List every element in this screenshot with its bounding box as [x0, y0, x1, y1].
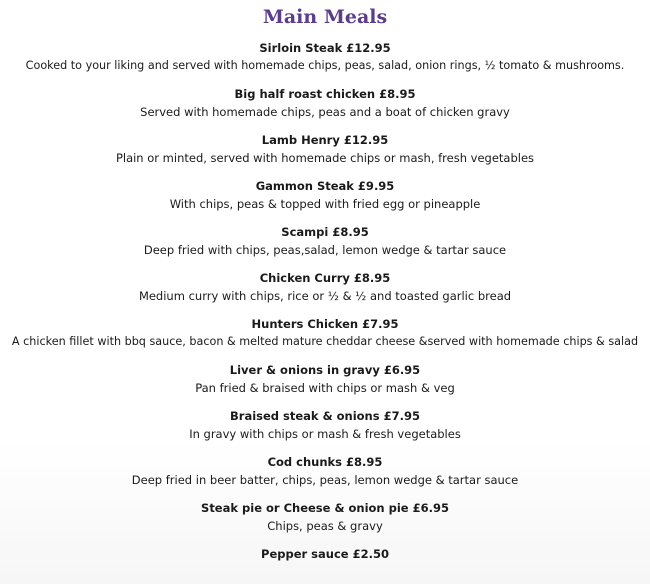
menu-item: [0, 315, 650, 351]
menu-item: [0, 131, 650, 167]
menu-heading: Main Meals: [262, 6, 388, 28]
menu-item-description: A chicken fillet with bbq sauce, bacon & melted mature cheddar cheese &served with homemade chips & salad: [11, 335, 639, 348]
menu-item-name: Steak pie or Cheese & onion pie £6.95: [201, 501, 449, 515]
menu-item-description: Plain or minted, served with homemade chips or mash, fresh vegetables: [115, 151, 535, 165]
menu-item-description: Pan fried & braised with chips or mash & veg: [195, 381, 455, 395]
menu-item-description: Deep fried with chips, peas,salad, lemon wedge & tartar sauce: [143, 243, 507, 257]
menu-item-name: Lamb Henry £12.95: [261, 133, 389, 147]
menu-item-description: Served with homemade chips, peas and a boat of chicken gravy: [140, 105, 510, 119]
menu-item: [0, 269, 650, 305]
menu-item-description: Medium curry with chips, rice or ½ & ½ and toasted garlic bread: [138, 289, 512, 303]
menu-item-name: Big half roast chicken £8.95: [234, 87, 416, 101]
menu-item-name: Pepper sauce £2.50: [261, 547, 389, 561]
menu-item-name: Scampi £8.95: [281, 225, 369, 239]
menu-item-name: Gammon Steak £9.95: [255, 179, 395, 193]
menu-item: [0, 545, 650, 563]
menu-item-description: Cooked to your liking and served with homemade chips, peas, salad, onion rings, ½ tomato & mushrooms.: [25, 59, 625, 72]
menu-item: [0, 453, 650, 489]
menu-item-name: Liver & onions in gravy £6.95: [229, 363, 421, 377]
menu-item-name: Braised steak & onions £7.95: [230, 409, 420, 423]
menu-item: [0, 499, 650, 535]
menu-item-description: Chips, peas & gravy: [267, 519, 383, 533]
menu-item-description: Deep fried in beer batter, chips, peas, lemon wedge & tartar sauce: [131, 473, 519, 487]
menu-item: [0, 39, 650, 75]
menu-item-name: Chicken Curry £8.95: [259, 271, 391, 285]
menu-item: [0, 177, 650, 213]
menu-item-name: Cod chunks £8.95: [267, 455, 383, 469]
menu-item: [0, 85, 650, 121]
menu-item: [0, 223, 650, 259]
menu-item-description: With chips, peas & topped with fried egg or pineapple: [169, 197, 481, 211]
menu-item-description: In gravy with chips or mash & fresh vegetables: [189, 427, 461, 441]
menu-item-name: Sirloin Steak £12.95: [259, 41, 391, 55]
menu-item: [0, 407, 650, 443]
menu-item-name: Hunters Chicken £7.95: [251, 317, 399, 331]
menu-item: [0, 361, 650, 397]
